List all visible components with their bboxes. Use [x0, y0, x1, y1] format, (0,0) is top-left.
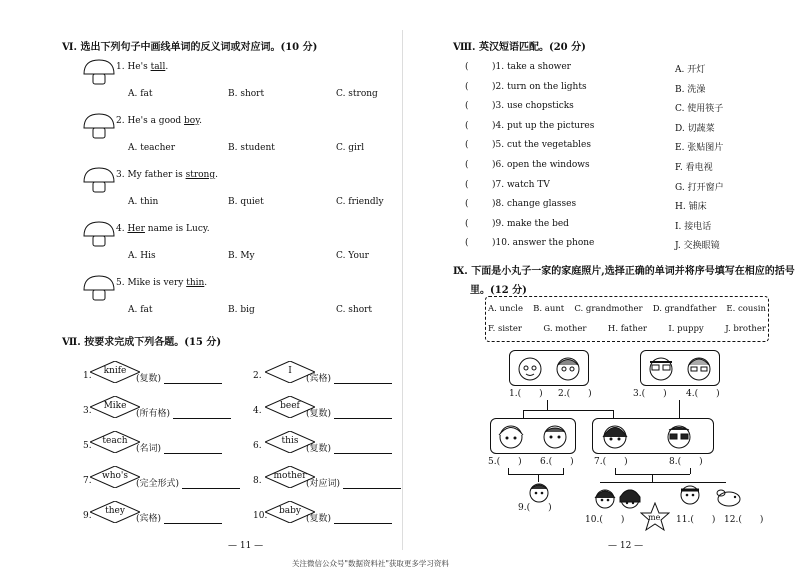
label-7: 7.( ) [594, 457, 628, 467]
underlined-word: boy [184, 116, 200, 126]
diamond-word: Mike [103, 401, 127, 411]
mother-face-icon [601, 422, 629, 450]
question-text: . [215, 170, 218, 180]
item-number: 3. [83, 406, 92, 416]
question-text: . [199, 116, 202, 126]
chinese-meaning: J. 交换眼镜 [675, 241, 720, 252]
chinese-meaning: B. 洗澡 [675, 84, 706, 95]
option-a-1: A. fat [128, 89, 153, 99]
question-text: 4. [116, 224, 128, 234]
option-f: F. sister [488, 324, 522, 334]
label-11: 11.( ) [676, 515, 716, 525]
requirement-text: (所有格) [136, 409, 171, 419]
requirement-text: (对应词) [306, 479, 341, 489]
item-number: 1. [83, 371, 92, 381]
answer-paren[interactable]: ( [465, 101, 469, 112]
question-text: 2. He's a good [116, 116, 185, 126]
mushroom-icon [82, 112, 116, 140]
grandfather-2-face-icon [647, 354, 675, 382]
question-2 [116, 116, 202, 126]
chinese-meaning: E. 张贴图片 [675, 143, 724, 154]
underlined-word: thin [186, 278, 205, 288]
requirement [136, 476, 240, 489]
aunt-uncle-frame [490, 418, 576, 454]
answer-paren[interactable]: ( [465, 199, 469, 210]
label-3: 3.( ) [633, 389, 667, 399]
requirement [136, 406, 231, 419]
option-b-5: B. big [228, 305, 255, 315]
answer-paren[interactable]: ( [465, 140, 469, 151]
option-d: D. grandfather [652, 304, 717, 314]
answer-blank[interactable] [182, 478, 240, 489]
option-a-4: A. His [128, 251, 156, 261]
answer-blank[interactable] [334, 373, 392, 384]
diamond-word: mother [273, 471, 307, 481]
item-number: 2. [253, 371, 262, 381]
chinese-meaning: F. 看电视 [675, 163, 713, 173]
option-c-1: C. strong [336, 89, 378, 99]
grandmother-face-icon [554, 354, 582, 382]
option-b-2: B. student [228, 143, 275, 153]
answer-paren[interactable]: ( [465, 238, 469, 249]
underlined-word: Her [127, 224, 145, 234]
option-c-2: C. girl [336, 143, 365, 153]
requirement [136, 371, 222, 384]
english-phrase: )3. use chopsticks [492, 101, 574, 112]
item-number: 5. [83, 441, 92, 451]
grandfather-face-icon [516, 354, 544, 382]
word-options-box [485, 296, 769, 342]
english-phrase: )8. change glasses [492, 199, 577, 210]
option-g: G. mother [543, 324, 587, 334]
requirement-text: (复数) [306, 444, 332, 454]
requirement [306, 476, 401, 489]
option-b-4: B. My [228, 251, 255, 261]
answer-paren[interactable]: ( [465, 81, 469, 92]
answer-blank[interactable] [334, 408, 392, 419]
chinese-meaning: H. 铺床 [675, 202, 707, 213]
parents-frame [592, 418, 714, 454]
answer-blank[interactable] [164, 373, 222, 384]
underlined-word: tall [150, 62, 166, 72]
requirement [306, 441, 392, 454]
section-8-title: Ⅷ. 英汉短语匹配。(20 分) [453, 42, 586, 53]
section-6-title: Ⅵ. 选出下列句子中画线单词的反义词或对应词。(10 分) [62, 42, 318, 53]
item-number: 6. [253, 441, 262, 451]
answer-paren[interactable]: ( [465, 160, 469, 170]
label-5: 5.( ) [488, 457, 522, 467]
option-c-3: C. friendly [336, 197, 384, 207]
mushroom-icon [82, 58, 116, 86]
english-phrase: )10. answer the phone [492, 238, 595, 249]
chinese-meaning: G. 打开窗户 [675, 182, 724, 193]
english-phrase: )6. open the windows [492, 160, 590, 170]
requirement [306, 371, 392, 384]
grandparents-frame-1 [509, 350, 589, 386]
english-phrase: )9. make the bed [492, 218, 569, 229]
label-6: 6.( ) [540, 457, 574, 467]
label-9: 9.( ) [518, 503, 552, 513]
english-phrase: )7. watch TV [492, 179, 550, 190]
option-a-3: A. thin [128, 197, 159, 207]
question-text: . [165, 62, 169, 72]
page-number-left: — 11 — [228, 541, 264, 551]
item-number: 8. [253, 476, 262, 486]
question-4 [116, 224, 210, 234]
chinese-meaning: C. 使用筷子 [675, 104, 724, 115]
requirement-text: (宾格) [136, 514, 162, 524]
label-10: 10.( ) [585, 515, 625, 525]
label-12: 12.( ) [724, 515, 764, 525]
option-c-4: C. Your [336, 251, 369, 261]
item-number: 7. [83, 476, 92, 486]
option-b-1: B. short [228, 89, 265, 99]
diamond-word: teach [102, 436, 128, 446]
english-phrase: )1. take a shower [492, 62, 571, 72]
requirement-text: (完全形式) [136, 479, 180, 489]
chinese-meaning: A. 开灯 [675, 65, 706, 75]
option-i: I. puppy [668, 324, 704, 334]
sister-face-icon [593, 486, 617, 510]
question-3 [116, 170, 218, 180]
answer-blank[interactable] [343, 478, 401, 489]
options-row-2 [488, 324, 766, 334]
aunt-face-icon [497, 422, 525, 450]
option-a: A. uncle [488, 304, 524, 314]
question-1 [116, 62, 168, 72]
page-number-right: — 12 — [608, 541, 644, 551]
word-diamond [90, 396, 140, 418]
english-phrase: )4. put up the pictures [492, 120, 595, 131]
question-text: name is Lucy. [144, 224, 210, 234]
label-1: 1.( ) [509, 389, 543, 399]
label-8: 8.( ) [669, 457, 703, 467]
question-text: 3. My father is [116, 170, 186, 180]
answer-paren[interactable]: ( [465, 218, 469, 229]
option-c: C. grandmother [574, 304, 643, 314]
word-diamond [90, 466, 140, 488]
answer-blank[interactable] [164, 443, 222, 454]
underlined-word: strong [185, 170, 216, 180]
requirement-text: (复数) [306, 409, 332, 419]
section-9-title-line2: 里。(12 分) [470, 285, 527, 296]
option-a-5: A. fat [128, 305, 153, 315]
mushroom-icon [82, 274, 116, 302]
requirement-text: (宾格) [306, 374, 332, 384]
option-b-3: B. quiet [228, 197, 264, 207]
item-number: 9. [83, 511, 92, 521]
grandparents-frame-2 [640, 350, 720, 386]
diamond-word: this [281, 436, 299, 446]
diamond-word: knife [103, 366, 127, 376]
word-diamond [90, 431, 140, 453]
question-text: 1. He's [116, 62, 151, 72]
question-5 [116, 278, 207, 288]
option-h: H. father [607, 324, 647, 334]
uncle-face-icon [541, 422, 569, 450]
answer-blank[interactable] [173, 408, 231, 419]
answer-blank[interactable] [334, 513, 392, 524]
question-text: 5. Mike is very [116, 278, 187, 288]
maruko-face-icon [618, 486, 642, 510]
item-number: 4. [253, 406, 262, 416]
puppy-icon [714, 486, 744, 508]
brother-face-icon [678, 482, 702, 506]
option-a-2: A. teacher [128, 143, 175, 153]
requirement-text: (名词) [136, 444, 162, 454]
options-row-1 [488, 304, 766, 314]
option-b: B. aunt [533, 304, 565, 314]
option-c-5: C. short [336, 305, 373, 315]
item-number: 10. [253, 511, 268, 521]
diamond-word: who's [101, 471, 128, 481]
english-phrase: )5. cut the vegetables [492, 140, 591, 151]
label-4: 4.( ) [686, 389, 720, 399]
diamond-word: I [288, 366, 292, 376]
requirement [136, 441, 222, 454]
diamond-word: beef [280, 401, 300, 411]
requirement-text: (复数) [306, 514, 332, 524]
answer-paren[interactable]: ( [465, 120, 469, 131]
word-diamond [90, 361, 140, 383]
requirement [306, 511, 392, 524]
word-diamond [90, 501, 140, 523]
english-phrase: )2. turn on the lights [492, 81, 587, 92]
section-9-title-line1: Ⅸ. 下面是小丸子一家的家庭照片,选择正确的单词并将序号填写在相应的括号 [453, 266, 795, 277]
me-label: me [648, 513, 661, 522]
page-divider [402, 30, 403, 550]
requirement [306, 406, 392, 419]
requirement-text: (复数) [136, 374, 162, 384]
mushroom-icon [82, 220, 116, 248]
requirement [136, 511, 222, 524]
grandmother-2-face-icon [685, 354, 713, 382]
chinese-meaning: D. 切蔬菜 [675, 123, 715, 134]
father-face-icon [665, 422, 693, 450]
diamond-word: they [105, 506, 125, 516]
footer-note: 关注微信公众号"数据资料社"获取更多学习资料 [292, 559, 449, 568]
answer-paren[interactable]: ( [465, 62, 469, 72]
chinese-meaning: I. 接电话 [675, 221, 712, 232]
label-2: 2.( ) [558, 389, 592, 399]
option-j: J. brother [725, 324, 766, 334]
mushroom-icon [82, 166, 116, 194]
answer-paren[interactable]: ( [465, 179, 469, 190]
answer-blank[interactable] [334, 443, 392, 454]
diamond-word: baby [279, 506, 301, 516]
answer-blank[interactable] [164, 513, 222, 524]
section-7-title: Ⅶ. 按要求完成下列各题。(15 分) [62, 337, 222, 348]
option-e: E. cousin [726, 304, 766, 314]
question-text: . [204, 278, 208, 288]
